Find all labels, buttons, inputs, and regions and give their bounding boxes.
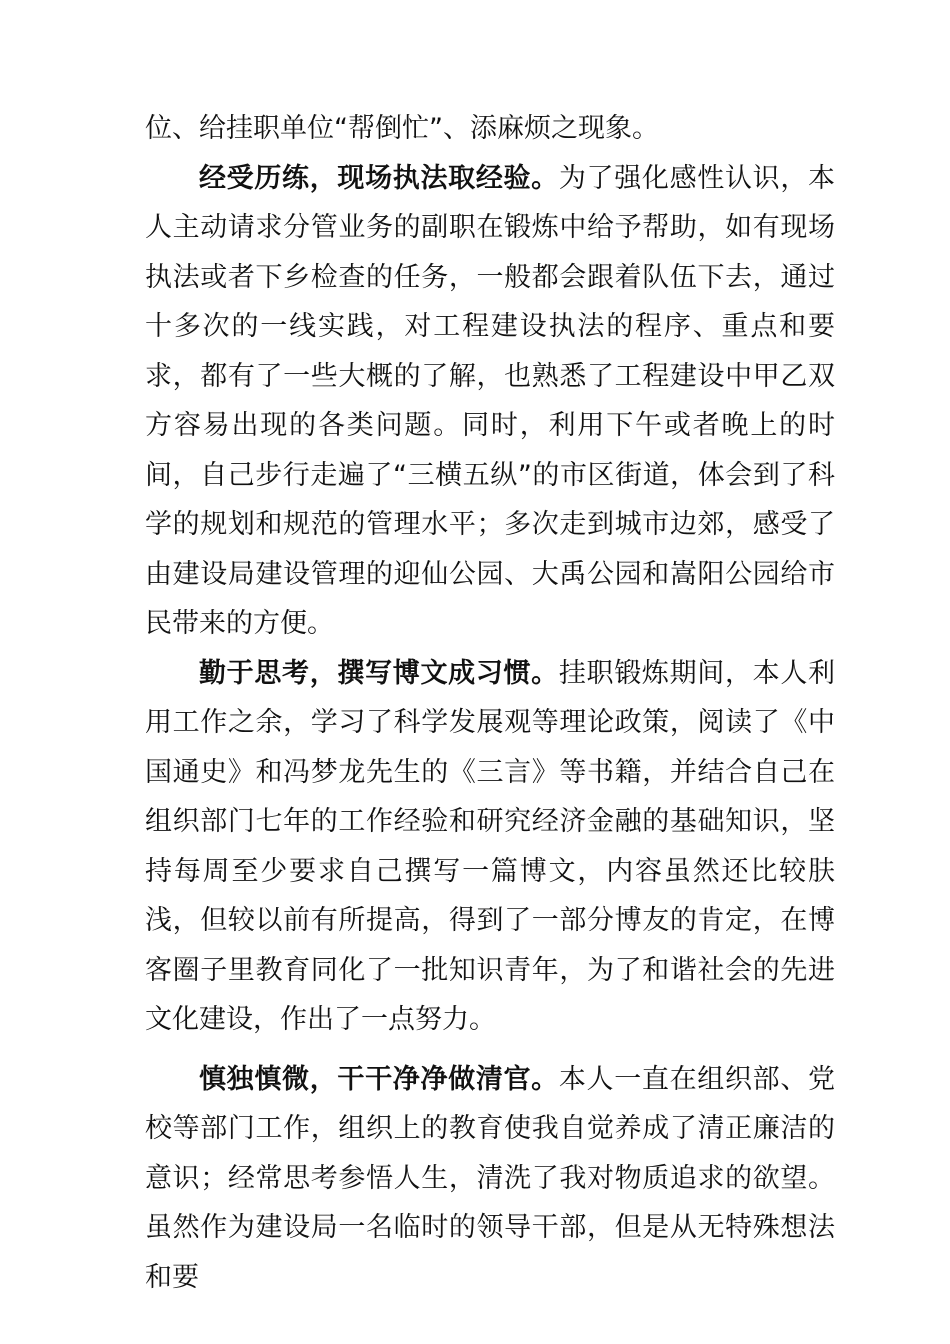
paragraph-thinking xyxy=(145,649,835,1045)
paragraph-body: 挂职锻炼期间，本人利用工作之余，学习了科学发展观等理论政策，阅读了《中国通史》和冯梦龙先生的《三言》等书籍，并结合自己在组织部门七年的工作经验和研究经济金融的基础知识，坚持每周至少要求自己撰写一篇博文，内容虽然还比较肤浅，但较以前有所提高，得到了一部分博友的肯定，在博客圈子里教育同化了一批知识青年，为了和谐社会的先进文化建设，作出了一点努力。 xyxy=(145,657,836,1035)
paragraph-heading: 慎独慎微，干干净净做清官。 xyxy=(199,1063,559,1095)
paragraph-continuation xyxy=(145,104,835,154)
paragraph-integrity xyxy=(145,1055,835,1303)
paragraph-heading: 勤于思考，撰写博文成习惯。 xyxy=(199,657,559,689)
paragraph-heading: 经受历练，现场执法取经验。 xyxy=(199,162,559,194)
paragraph-body: 位、给挂职单位“帮倒忙”、添麻烦之现象。 xyxy=(145,113,659,144)
document-page xyxy=(145,104,835,1302)
paragraph-body: 为了强化感性认识，本人主动请求分管业务的副职在锻炼中给予帮助，如有现场执法或者下乡检查的任务，一般都会跟着队伍下去，通过十多次的一线实践，对工程建设执法的程序、重点和要求，都有了一些大概的了解，也熟悉了工程建设中甲乙双方容易出现的各类问题。同时，利用下午或者晚上的时间，自己步行走遍了“三横五纵”的市区街道，体会到了科学的规划和规范的管理水平；多次走到城市边郊，感受了由建设局建设管理的迎仙公园、大禹公园和嵩阳公园给市民带来的方便。 xyxy=(145,162,836,639)
paragraph-body: 本人一直在组织部、党校等部门工作，组织上的教育使我自觉养成了清正廉洁的意识；经常思考参悟人生，清洗了我对物质追求的欲望。虽然作为建设局一名临时的领导干部，但是从无特殊想法和要 xyxy=(145,1063,836,1293)
paragraph-experience xyxy=(145,154,835,649)
